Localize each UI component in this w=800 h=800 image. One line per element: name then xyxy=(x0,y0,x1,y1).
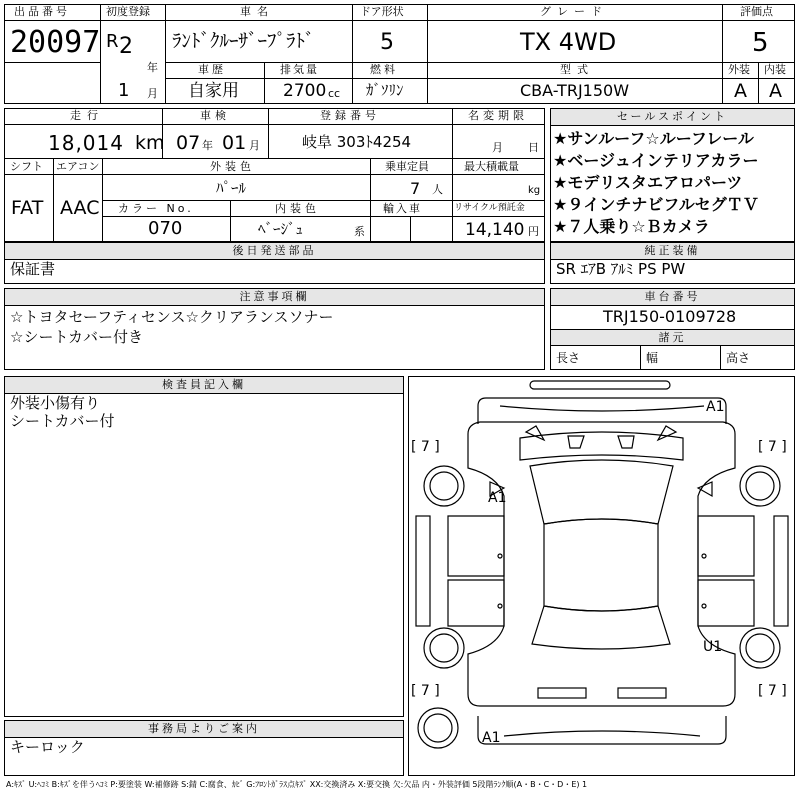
tire-bl: [ 7 ] xyxy=(411,683,440,699)
inspection-month: 01 xyxy=(222,132,247,154)
first-reg-label: 初度登録 xyxy=(106,5,150,18)
score-value: 5 xyxy=(752,28,769,58)
sales-points-label: セールスポイント xyxy=(551,109,794,126)
era: R xyxy=(106,31,119,52)
lot-no: 20097 xyxy=(10,25,101,60)
displacement-value: 2700 xyxy=(283,81,327,101)
sales-point-item: ★サンルーフ☆ルーフレール xyxy=(553,129,754,148)
score-label: 評価点 xyxy=(740,5,773,18)
int-label: 内装 xyxy=(764,63,786,76)
office-label: 事務局よりご案内 xyxy=(5,721,403,738)
inspection-month-unit: 月 xyxy=(249,139,260,152)
reg-month: 1 xyxy=(118,80,130,101)
inspection-year-unit: 年 xyxy=(202,139,213,152)
ext-label: 外装 xyxy=(728,63,750,76)
name-change-day: 日 xyxy=(528,141,539,154)
grade-label: グレード xyxy=(540,5,608,18)
damage-mark: A1 xyxy=(488,490,507,506)
dim-length-label: 長さ xyxy=(556,351,581,365)
dimensions-label: 諸元 xyxy=(551,329,794,346)
inspector-line: シートカバー付 xyxy=(10,412,115,430)
tire-tl: [ 7 ] xyxy=(411,439,440,455)
door-value: 5 xyxy=(380,30,394,55)
history-value: 自家用 xyxy=(188,81,239,101)
door-label: ドア形状 xyxy=(360,5,404,18)
reg-number: 岐阜 303ﾄ4254 xyxy=(302,133,412,151)
inspector-label: 検査員記入欄 xyxy=(5,377,403,394)
month-unit: 月 xyxy=(147,87,158,100)
inspection-label: 車検 xyxy=(200,109,230,122)
sales-point-item: ★９インチナビフルセグＴＶ xyxy=(553,195,759,214)
notes-label: 注意事項欄 xyxy=(5,289,544,306)
int-value: A xyxy=(769,80,782,102)
tire-br: [ 7 ] xyxy=(758,683,787,699)
later-parts-label: 後日発送部品 xyxy=(5,243,544,260)
max-load-label: 最大積載量 xyxy=(464,160,519,173)
color-value: ﾊﾟｰﾙ xyxy=(216,179,247,197)
int-color-label: 内装色 xyxy=(275,202,320,215)
max-load-unit: kg xyxy=(528,185,541,196)
chassis-label: 車台番号 xyxy=(551,289,794,306)
car-name-label: 車名 xyxy=(240,5,274,18)
recycle-label: リサイクル預託金 xyxy=(454,203,525,213)
import-label: 輸入車 xyxy=(383,202,422,215)
grade-value: TX 4WD xyxy=(520,28,617,56)
tire-tr: [ 7 ] xyxy=(758,439,787,455)
later-parts-value: 保証書 xyxy=(10,260,56,278)
sales-point-item: ★ベージュインテリアカラー xyxy=(553,151,759,170)
legend-text: A:ｷｽﾞ U:ﾍｺﾐ B:ｷｽﾞを伴うﾍｺﾐ P:要塗装 W:補修跡 S:錆 C:腐食、ｶﾋﾞ G:ﾌﾛﾝﾄｶﾞﾗｽ点ｷｽﾞ XX:交換済み X:要交換 欠:欠品 内・外装評価 5段階ﾗﾝｸ順(A・B・C・D・E) 1 xyxy=(6,780,588,789)
model-value: CBA-TRJ150W xyxy=(520,81,630,100)
recycle-unit: 円 xyxy=(528,225,539,238)
capacity-label: 乗車定員 xyxy=(385,160,429,173)
fuel-label: 燃料 xyxy=(370,63,398,76)
damage-mark: A1 xyxy=(482,730,501,746)
equipment-label: 純正装備 xyxy=(551,243,794,260)
ac-label: エアコン xyxy=(56,160,100,173)
capacity-value: 7 xyxy=(410,179,421,198)
chassis-value: TRJ150-0109728 xyxy=(603,307,737,326)
notes-line: ☆トヨタセーフティセンス☆クリアランスソナー xyxy=(10,308,334,326)
year-unit: 年 xyxy=(147,61,158,74)
history-label: 車歴 xyxy=(198,63,226,76)
color-no-label: カラー No. xyxy=(118,202,194,215)
int-color-value: ﾍﾞｰｼﾞｭ xyxy=(258,220,304,238)
inspection-year: 07 xyxy=(176,132,201,154)
equipment-value: SR ｴｱB ｱﾙﾐ PS PW xyxy=(556,260,686,278)
fuel-value: ｶﾞｿﾘﾝ xyxy=(366,81,404,99)
sales-point-item: ★７人乗り☆Ｂカメラ xyxy=(553,217,710,236)
name-change-label: 名変期限 xyxy=(468,109,528,122)
ac-value: AAC xyxy=(60,197,100,219)
office-value: キーロック xyxy=(10,738,85,756)
shift-label: シフト xyxy=(10,160,43,173)
damage-mark: A1 xyxy=(706,399,725,415)
dim-width-label: 幅 xyxy=(646,351,659,365)
inspector-line: 外装小傷有り xyxy=(10,394,101,412)
color-label: 外装色 xyxy=(210,160,255,173)
capacity-unit: 人 xyxy=(432,183,443,196)
reg-number-label: 登録番号 xyxy=(320,109,380,122)
displacement-label: 排気量 xyxy=(280,63,319,76)
mileage-label: 走行 xyxy=(70,109,104,122)
model-label: 型式 xyxy=(560,63,594,76)
int-color-unit: 系 xyxy=(354,225,365,238)
mileage-value: 18,014 xyxy=(48,131,124,155)
car-damage-diagram xyxy=(408,376,795,776)
car-name: ﾗﾝﾄﾞｸﾙｰｻﾞｰﾌﾟﾗﾄﾞ xyxy=(172,30,315,52)
mileage-unit: km xyxy=(135,132,165,154)
reg-year: 2 xyxy=(119,34,133,59)
shift-value: FAT xyxy=(11,197,44,219)
dim-height-label: 高さ xyxy=(726,351,751,365)
displacement-unit: cc xyxy=(328,87,341,100)
ext-value: A xyxy=(734,80,747,102)
recycle-value: 14,140 xyxy=(465,220,525,240)
sales-point-item: ★モデリスタエアロパーツ xyxy=(553,173,743,192)
later-parts-box xyxy=(4,242,545,284)
notes-line: ☆シートカバー付き xyxy=(10,328,143,346)
name-change-month: 月 xyxy=(492,141,503,154)
chassis-box xyxy=(550,288,795,370)
color-no-value: 070 xyxy=(148,218,183,239)
lot-no-label: 出品番号 xyxy=(14,5,70,18)
damage-mark: U1 xyxy=(703,639,723,655)
